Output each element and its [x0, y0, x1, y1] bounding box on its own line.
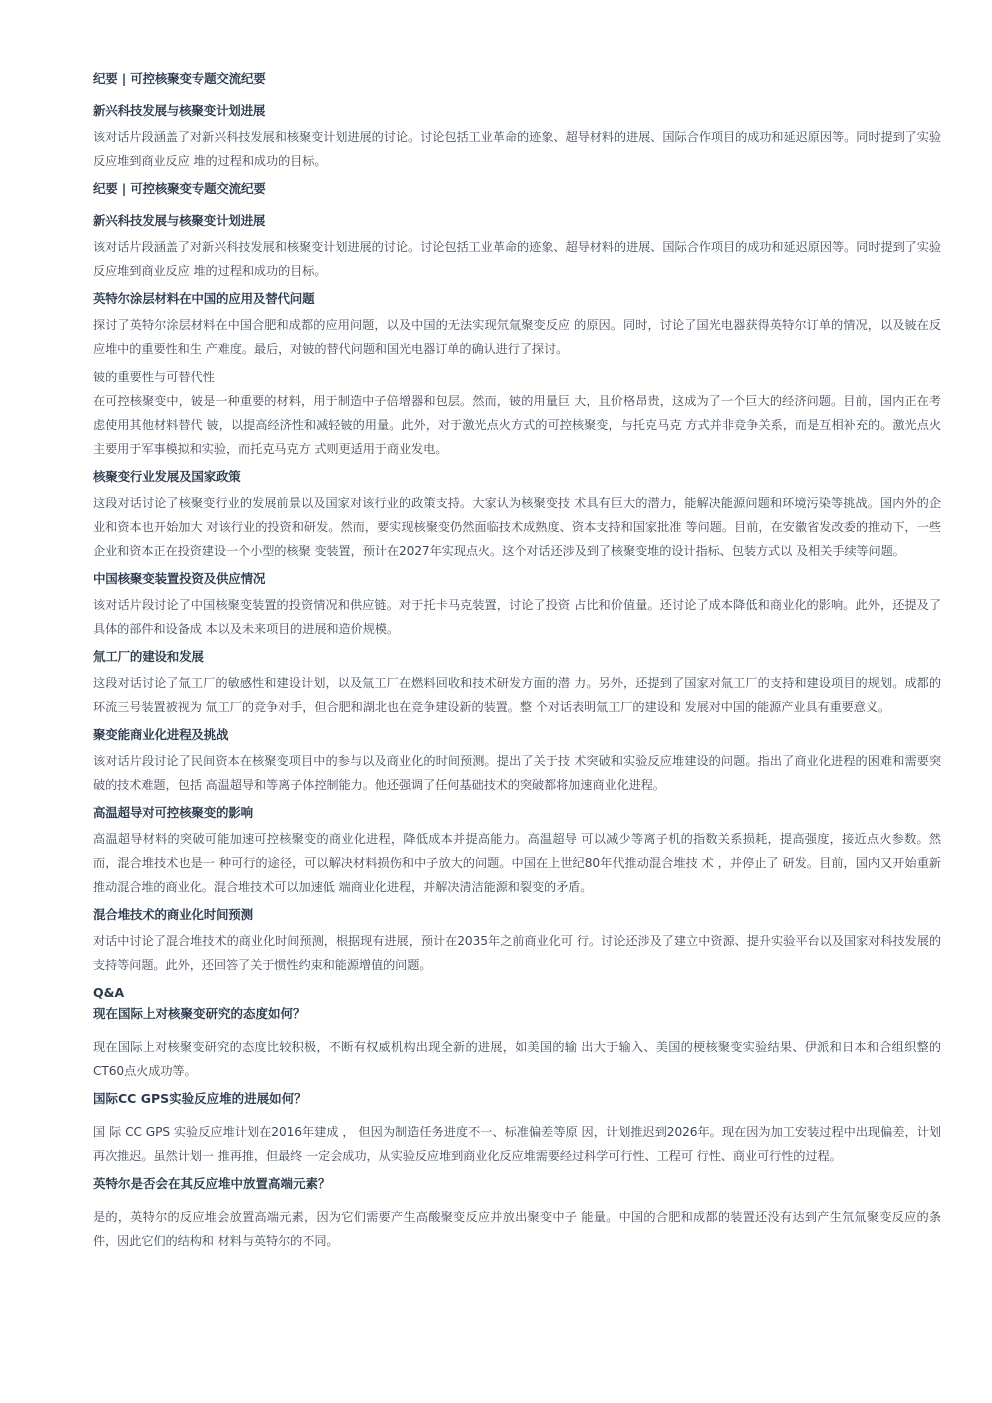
section-text: 该对话片段涵盖了对新兴科技发展和核聚变计划进展的讨论。讨论包括工业革命的迹象、超导材料的进展、国际合作项目的成功和延迟原因等。同时提到了实验反应堆到商业反应 堆的过程和成功的目标。 — [93, 130, 941, 168]
section-title: 聚变能商业化进程及挑战 — [93, 727, 229, 742]
qa-answer: 现在国际上对核聚变研究的态度比较积极，不断有权威机构出现全新的进展，如美国的输 出大于输入、美国的梗核聚变实验结果、伊派和日本和合组织整的CT60点火成功等。 — [93, 1040, 941, 1078]
section-title: 英特尔涂层材料在中国的应用及替代问题 — [93, 291, 315, 306]
section-title: 新兴科技发展与核聚变计划进展 — [93, 103, 266, 118]
section-title: 中国核聚变装置投资及供应情况 — [93, 571, 266, 586]
section-text: 在可控核聚变中，铍是一种重要的材料，用于制造中子倍增器和包层。然而，铍的用量巨 大，且价格昂贵，这成为了一个巨大的经济问题。目前，国内正在考虑使用其他材料替代 铍，以提高经济性和减轻铍的用量。此外，对于激光点火方式的可控核聚变，与托克马克 方式并非竞争关系，而是互相补充的。激光点火主要用于军事模拟和实验，而托克马克方 式则更适用于商业发电。 — [93, 394, 941, 456]
section-title: 氚工厂的建设和发展 — [93, 649, 204, 664]
section-text: 这段对话讨论了氚工厂的敏感性和建设计划，以及氚工厂在燃料回收和技术研发方面的潜 力。另外，还提到了国家对氚工厂的支持和建设项目的规划。成都的环流三号装置被视为 氚工厂的竞争对手，但合肥和湖北也在竞争建设新的装置。整 个对话表明氚工厂的建设和 发展对中国的能源产业具有重要意义。 — [93, 676, 941, 714]
document-body — [93, 70, 941, 1260]
qa-question: 英特尔是否会在其反应堆中放置高端元素？ — [93, 1176, 331, 1191]
section-title: 高温超导对可控核聚变的影响 — [93, 805, 253, 820]
section-text: 高温超导材料的突破可能加速可控核聚变的商业化进程，降低成本并提高能力。高温超导 可以减少等离子机的指数关系损耗，提高强度，接近点火参数。然而，混合堆技术也是一 种可行的途径，可以解决材料损伤和中子放大的问题。中国在上世纪80年代推动混合堆技 术 ，并停止了 研发。目前，国内又开始重新推动混合堆的商业化。混合堆技术可以加速低 端商业化进程，并解决清洁能源和裂变的矛盾。 — [93, 832, 941, 894]
section-text: 对话中讨论了混合堆技术的商业化时间预测，根据现有进展，预计在2035年之前商业化可 行。讨论还涉及了建立中资源、提升实验平台以及国家对科技发展的支持等问题。此外，还回答了关于惯性约束和能源增值的问题。 — [93, 934, 941, 972]
section-subtitle: 铍的重要性与可替代性 — [93, 370, 215, 384]
doc-title: 纪要 | 可控核聚变专题交流纪要 — [93, 71, 266, 86]
section-text: 这段对话讨论了核聚变行业的发展前景以及国家对该行业的政策支持。大家认为核聚变技 术具有巨大的潜力，能解决能源问题和环境污染等挑战。国内外的企业和资本也开始加大 对该行业的投资和研发。然而，要实现核聚变仍然面临技术成熟度、资本支持和国家批准 等问题。目前，在安徽省发改委的推动下，一些企业和资本正在投资建设一个小型的核聚 变装置，预计在2027年实现点火。这个对话还涉及到了核聚变堆的设计指标、包装方式以 及相关手续等问题。 — [93, 496, 941, 558]
section-text: 该对话片段讨论了中国核聚变装置的投资情况和供应链。对于托卡马克装置，讨论了投资 占比和价值量。还讨论了成本降低和商业化的影响。此外，还提及了具体的部件和设备成 本以及未来项目的进展和造价规模。 — [93, 598, 941, 636]
section-title: 混合堆技术的商业化时间预测 — [93, 907, 253, 922]
section-text: 该对话片段涵盖了对新兴科技发展和核聚变计划进展的讨论。讨论包括工业革命的迹象、超导材料的进展、国际合作项目的成功和延迟原因等。同时提到了实验反应堆到商业反应 堆的过程和成功的目标。 — [93, 240, 941, 278]
section-title: 核聚变行业发展及国家政策 — [93, 469, 241, 484]
qa-heading: Q&A — [93, 985, 125, 1000]
section-title: 新兴科技发展与核聚变计划进展 — [93, 213, 266, 228]
qa-answer: 是的，英特尔的反应堆会放置高端元素，因为它们需要产生高酸聚变反应并放出聚变中子 能量。中国的合肥和成都的装置还没有达到产生氘氚聚变反应的条件，因此它们的结构和 材料与英特尔的不同。 — [93, 1210, 941, 1248]
section-text: 该对话片段讨论了民间资本在核聚变项目中的参与以及商业化的时间预测。提出了关于技 术突破和实验反应堆建设的问题。指出了商业化进程的困难和需要突破的技术难题，包括 高温超导和等离子体控制能力。他还强调了任何基础技术的突破都将加速商业化进程。 — [93, 754, 941, 792]
qa-question: 现在国际上对核聚变研究的态度如何？ — [93, 1006, 306, 1021]
qa-question: 国际CC GPS实验反应堆的进展如何？ — [93, 1091, 307, 1106]
doc-title: 纪要 | 可控核聚变专题交流纪要 — [93, 181, 266, 196]
section-text: 探讨了英特尔涂层材料在中国合肥和成都的应用问题，以及中国的无法实现氘氚聚变反应 的原因。同时，讨论了国光电器获得英特尔订单的情况，以及铍在反应堆中的重要性和生 产难度。最后，对铍的替代问题和国光电器订单的确认进行了探讨。 — [93, 318, 941, 356]
qa-answer: 国 际 CC GPS 实验反应堆计划在2016年建成 ， 但因为制造任务进度不一、标准偏差等原 因，计划推迟到2026年。现在因为加工安装过程中出现偏差，计划再次推迟。虽然计划一 推再推，但最终 一定会成功，从实验反应堆到商业化反应堆需要经过科学可行性、工程可 行性、商业可行性的过程。 — [93, 1125, 941, 1163]
